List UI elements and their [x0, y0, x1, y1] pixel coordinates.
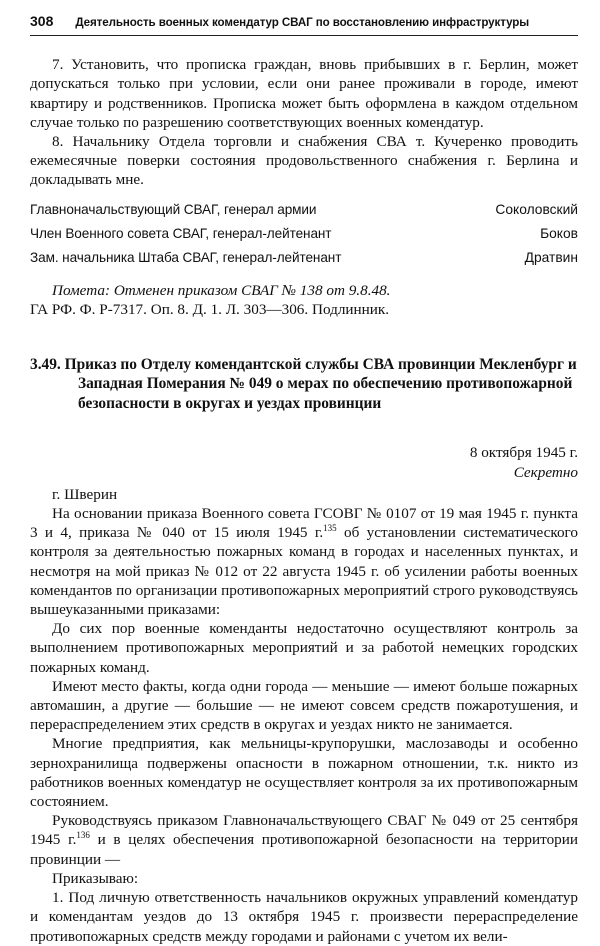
body-paragraph: 1. Под личную ответственность начальников окружных управлений комендатур и комендантам уездов до 13 октября 1945 г. произвести перераспределение противопожарных средств между городами и районами с учетом их вели- [30, 889, 578, 945]
document-city: г. Шверин [52, 485, 118, 503]
body-paragraph [30, 504, 578, 619]
body-text: На основании приказа Военного совета ГСОВГ № 0107 от 19 мая 1945 г. пункта 3 и 4, приказа № 040 от 15 июля 1945 г. [30, 505, 578, 542]
footnote-ref: 136 [76, 830, 90, 841]
signature-role: Главноначальствующий СВАГ, генерал армии [30, 201, 317, 217]
signature-row [30, 248, 578, 267]
body-paragraph: Имеют место факты, когда одни города — меньшие — имеют больше пожарных автомашин, а другие — большие — не имеют совсем средств пожаротушения, и перераспределением этих средств в округах и уездах никто не занимается. [30, 677, 578, 734]
classification-label: Секретно [513, 463, 578, 481]
body-text: Руководствуясь приказом Главноначальствующего СВАГ № 049 от 25 сентября 1945 г. [30, 812, 578, 849]
section-title: Приказ по Отделу комендантской службы СВА провинции Мекленбург и Западная Померания № 049 о мерах по обеспечению противопожарной безопасности в округах и уездах провинции [64, 355, 577, 412]
signature-name: Соколовский [495, 201, 578, 217]
signature-role: Член Военного совета СВАГ, генерал-лейтенант [30, 225, 332, 241]
running-title: Деятельность военных комендатур СВАГ по восстановлению инфраструктуры [75, 16, 530, 29]
signature-row [30, 200, 578, 219]
order-word: Приказываю: [52, 869, 139, 887]
body-paragraph: До сих пор военные коменданты недостаточно осуществляют контроль за выполнением противопожарных мероприятий и за работой немецких городских пожарных команд. [30, 620, 578, 676]
paragraph-item-7: 7. Установить, что прописка граждан, вновь прибывших в г. Берлин, может допускаться только при условии, если они ранее проживали в городе, имеют квартиру и родственников. Прописка может быть оформлена в каждом отдельном случае только по разрешению соответствующих военных комендатур. [30, 56, 578, 131]
page-number: 308 [30, 13, 54, 29]
body-text: об установлении систематического контроля за деятельностью пожарных команд в городах и населенных пунктах, и несмотря на мой приказ № 012 от 22 августа 1945 г. об усилении работы военных комендантов по организации противопожарных мероприятий строго руководствуясь вышеуказанными приказами: [30, 524, 578, 619]
signature-row [30, 224, 578, 243]
signature-name: Боков [540, 225, 578, 241]
archive-reference: ГА РФ. Ф. Р-7317. Оп. 8. Д. 1. Л. 303—306. Подлинник. [30, 301, 390, 319]
body-text: и в целях обеспечения противопожарной безопасности на территории провинции — [30, 831, 579, 868]
footnote-ref: 135 [323, 523, 337, 534]
running-header [30, 0, 578, 36]
signature-name: Дратвин [524, 250, 578, 266]
body-paragraph [30, 811, 578, 869]
section-number: 3.49. [30, 355, 61, 373]
section-heading [30, 355, 578, 414]
signature-role: Зам. начальника Штаба СВАГ, генерал-лейтенант [30, 250, 342, 266]
body-paragraph: Многие предприятия, как мельницы-крупорушки, маслозаводы и особенно зернохранилища подвержены опасности в пожарном отношении, т.к. никто из работников военных комендатур не осуществляет контроля за их противопожарным состоянием. [30, 735, 578, 811]
signature-block [30, 200, 578, 268]
annotation-note: Помета: Отменен приказом СВАГ № 138 от 9.8.48. [52, 282, 391, 300]
paragraph-item-8: 8. Начальнику Отдела торговли и снабжения СВА т. Кучеренко проводить ежемесячные поверки состояния продовольственного снабжения г. Берлина и докладывать мне. [30, 133, 578, 189]
document-date: 8 октября 1945 г. [469, 444, 578, 462]
